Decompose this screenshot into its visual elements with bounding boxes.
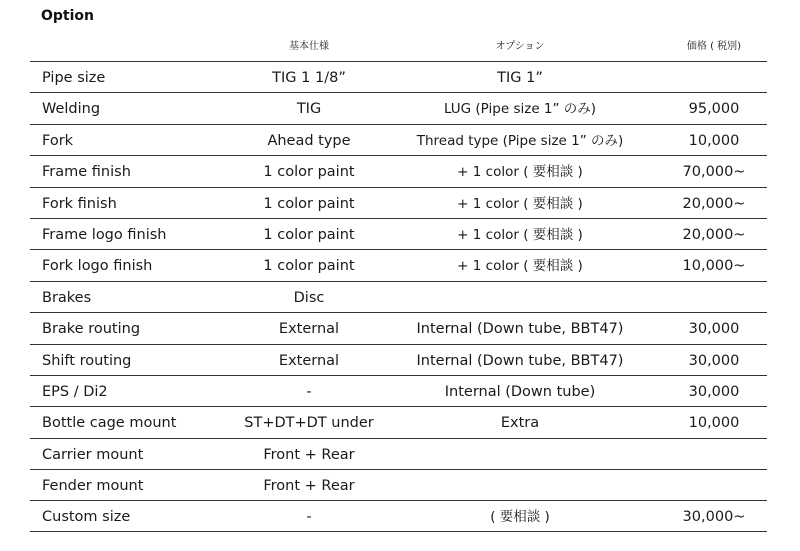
header-price: 価格 ( 税別) xyxy=(686,41,742,52)
table-row xyxy=(0,406,800,437)
row-price: 30,000 xyxy=(688,383,740,400)
row-item: Fork xyxy=(42,132,74,149)
row-item: Fork logo finish xyxy=(42,258,153,275)
row-option: Internal (Down tube) xyxy=(444,383,596,400)
row-standard: - xyxy=(306,383,312,400)
row-price: 20,000~ xyxy=(682,226,746,243)
row-price: 10,000 xyxy=(688,415,740,432)
row-standard: 1 color paint xyxy=(263,226,355,243)
row-option: ( 要相談 ) xyxy=(490,509,550,526)
table-row xyxy=(0,375,800,406)
table-row xyxy=(0,469,800,500)
row-option: Extra xyxy=(500,415,540,432)
row-option: + 1 color ( 要相談 ) xyxy=(457,164,583,181)
row-item: Fork finish xyxy=(42,195,117,212)
row-option: + 1 color ( 要相談 ) xyxy=(457,195,583,212)
row-item: EPS / Di2 xyxy=(42,383,108,400)
row-standard: Ahead type xyxy=(267,132,351,149)
row-option: Internal (Down tube, BBT47) xyxy=(416,352,624,369)
row-item: Brakes xyxy=(42,289,92,306)
table-row xyxy=(0,92,800,123)
row-price: 95,000 xyxy=(688,101,740,118)
table-header xyxy=(0,37,800,55)
table-row xyxy=(0,187,800,218)
row-item: Frame finish xyxy=(42,164,131,181)
row-standard: Front + Rear xyxy=(263,478,355,495)
row-price: 10,000~ xyxy=(682,258,746,275)
row-item: Shift routing xyxy=(42,352,132,369)
row-option: + 1 color ( 要相談 ) xyxy=(457,226,583,243)
row-item: Frame logo finish xyxy=(42,226,167,243)
header-standard: 基本仕様 xyxy=(289,41,329,52)
row-price: 20,000~ xyxy=(682,195,746,212)
table-row xyxy=(0,344,800,375)
row-standard: 1 color paint xyxy=(263,164,355,181)
table-row xyxy=(0,155,800,186)
row-item: Custom size xyxy=(42,509,131,526)
table-row xyxy=(0,124,800,155)
row-standard: External xyxy=(278,352,340,369)
page-title: Option xyxy=(41,8,94,24)
row-standard: TIG xyxy=(296,101,322,118)
row-option: + 1 color ( 要相談 ) xyxy=(457,258,583,275)
row-item: Bottle cage mount xyxy=(42,415,177,432)
table-row xyxy=(0,438,800,469)
table-row xyxy=(0,500,800,531)
row-standard: 1 color paint xyxy=(263,258,355,275)
row-price: 10,000 xyxy=(688,132,740,149)
table-row xyxy=(0,61,800,92)
table-row xyxy=(0,312,800,343)
row-standard: Disc xyxy=(293,289,325,306)
row-item: Brake routing xyxy=(42,321,141,338)
row-item: Pipe size xyxy=(42,70,106,86)
header-option: オプション xyxy=(495,41,545,52)
row-option: TIG 1” xyxy=(497,70,543,86)
row-option: LUG (Pipe size 1” のみ) xyxy=(443,101,597,118)
row-standard: ST+DT+DT under xyxy=(244,415,374,432)
row-option: Internal (Down tube, BBT47) xyxy=(416,321,624,338)
option-table xyxy=(0,61,800,532)
row-price: 30,000 xyxy=(688,321,740,338)
row-price: 70,000~ xyxy=(682,164,746,181)
row-standard: 1 color paint xyxy=(263,195,355,212)
row-option: Thread type (Pipe size 1” のみ) xyxy=(416,132,624,149)
row-price: 30,000 xyxy=(688,352,740,369)
row-standard: - xyxy=(306,509,312,526)
row-item: Carrier mount xyxy=(42,446,144,463)
table-row xyxy=(0,218,800,249)
table-row xyxy=(0,249,800,280)
row-standard: External xyxy=(278,321,340,338)
row-item: Fender mount xyxy=(42,478,144,495)
row-standard: Front + Rear xyxy=(263,446,355,463)
row-price: 30,000~ xyxy=(682,509,746,526)
row-standard: TIG 1 1/8” xyxy=(272,70,346,86)
row-item: Welding xyxy=(42,101,101,118)
table-row xyxy=(0,281,800,312)
